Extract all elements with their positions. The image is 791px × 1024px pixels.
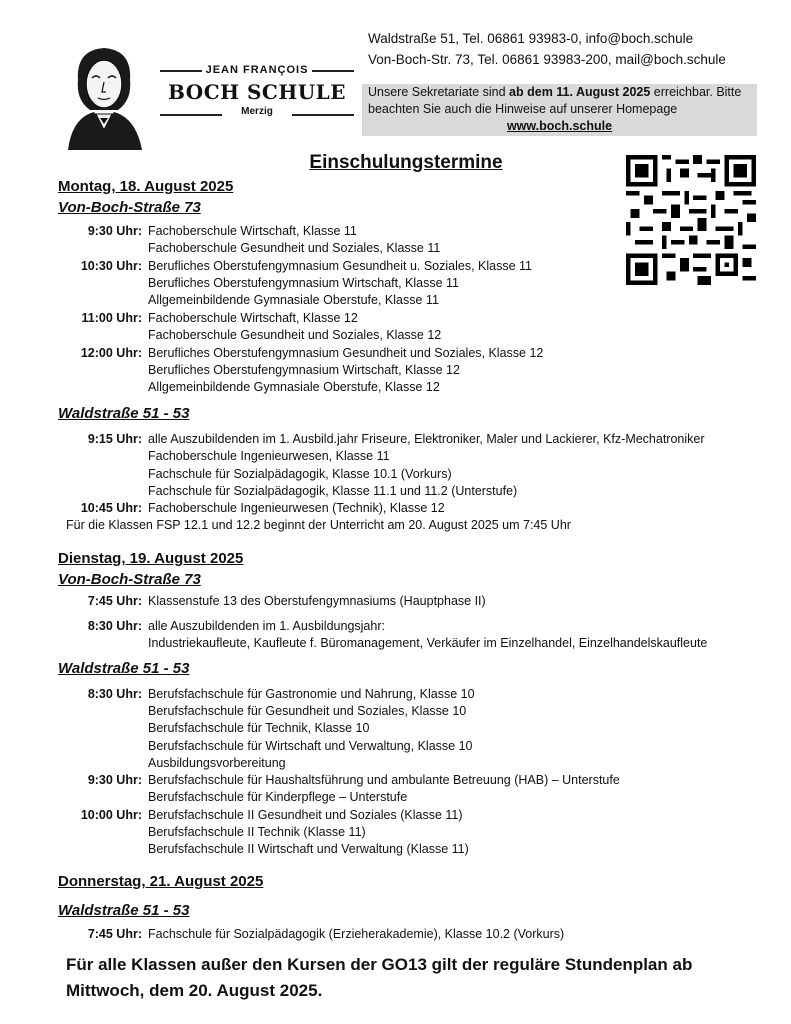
schedule-entry: Berufsfachschule II Wirtschaft und Verwaltung (Klasse 11) bbox=[148, 842, 469, 856]
logo-top-text: JEAN FRANÇOIS bbox=[205, 64, 309, 76]
schedule-entry: Berufsfachschule II Gesundheit und Soziales (Klasse 11) bbox=[148, 808, 463, 822]
schedule-entry: Fachoberschule Ingenieurwesen, Klasse 11 bbox=[148, 449, 390, 463]
footer-line-1: Für alle Klassen außer den Kursen der GO13 gilt der reguläre Stundenplan ab bbox=[66, 955, 693, 974]
schedule-entry: Fachschule für Sozialpädagogik, Klasse 10.1 (Vorkurs) bbox=[148, 467, 452, 481]
time-label: 9:30 Uhr: bbox=[87, 224, 142, 238]
contact-line-waldstrasse: Waldstraße 51, Tel. 06861 93983-0, info@boch.schule bbox=[368, 31, 694, 46]
notice-text-line2: beachten Sie auch die Hinweise auf unserer Homepage bbox=[368, 102, 678, 116]
schedule-entry: alle Auszubildenden im 1. Ausbild.jahr Friseure, Elektroniker, Maler und Lackierer, Kfz-Mechatroniker bbox=[148, 432, 705, 446]
notice-date: ab dem 11. August 2025 bbox=[509, 85, 651, 99]
page-title: Einschulungstermine bbox=[309, 152, 503, 173]
schedule-entry: Fachoberschule Wirtschaft, Klasse 11 bbox=[148, 224, 357, 238]
time-label: 10:30 Uhr: bbox=[80, 259, 142, 273]
schedule-entry: Berufsfachschule für Gesundheit und Soziales, Klasse 10 bbox=[148, 704, 467, 718]
time-label: 8:30 Uhr: bbox=[87, 687, 142, 701]
schedule-entry: Berufsfachschule für Gastronomie und Nahrung, Klasse 10 bbox=[148, 687, 475, 701]
footer-notice bbox=[66, 952, 766, 1004]
notice-text-pre: Unsere Sekretariate sind bbox=[368, 85, 510, 99]
time-label: 8:30 Uhr: bbox=[87, 619, 142, 633]
schedule-entry: Industriekaufleute, Kaufleute f. Büromanagement, Verkäufer im Einzelhandel, Einzelhandelskaufleute bbox=[148, 636, 708, 650]
day-heading-monday: Montag, 18. August 2025 bbox=[58, 178, 234, 195]
schedule-entry: Berufliches Oberstufengymnasium Gesundheit u. Soziales, Klasse 11 bbox=[148, 259, 532, 273]
contact-line-vonboch: Von-Boch-Str. 73, Tel. 06861 93983-200, mail@boch.schule bbox=[368, 52, 726, 67]
location-vonboch-monday: Von-Boch-Straße 73 bbox=[58, 199, 201, 216]
logo-city: Merzig bbox=[241, 106, 273, 117]
schedule-entry: Berufliches Oberstufengymnasium Wirtschaft, Klasse 11 bbox=[148, 276, 460, 290]
time-label: 7:45 Uhr: bbox=[87, 594, 142, 608]
homepage-link[interactable]: www.boch.schule bbox=[506, 119, 613, 133]
fsp-note: Für die Klassen FSP 12.1 und 12.2 beginnt der Unterricht am 20. August 2025 um 7:45 Uhr bbox=[66, 518, 571, 532]
location-waldstrasse-tuesday: Waldstraße 51 - 53 bbox=[58, 660, 190, 677]
day-heading-thursday: Donnerstag, 21. August 2025 bbox=[58, 873, 264, 890]
schedule-entry: Fachoberschule Gesundheit und Soziales, Klasse 11 bbox=[148, 241, 441, 255]
schedule-entry: Allgemeinbildende Gymnasiale Oberstufe, Klasse 12 bbox=[148, 380, 440, 394]
time-label: 10:45 Uhr: bbox=[80, 501, 142, 515]
time-label: 7:45 Uhr: bbox=[87, 927, 142, 941]
location-vonboch-tuesday: Von-Boch-Straße 73 bbox=[58, 571, 201, 588]
time-label: 10:00 Uhr: bbox=[80, 808, 142, 822]
location-waldstrasse-monday: Waldstraße 51 - 53 bbox=[58, 405, 190, 422]
time-label: 9:30 Uhr: bbox=[87, 773, 142, 787]
footer-line-2: Mittwoch, dem 20. August 2025. bbox=[66, 981, 323, 1000]
schedule-entry: Fachoberschule Wirtschaft, Klasse 12 bbox=[148, 311, 358, 325]
location-waldstrasse-thursday: Waldstraße 51 - 53 bbox=[58, 902, 190, 919]
time-label: 11:00 Uhr: bbox=[81, 311, 142, 325]
schedule-entry: Berufliches Oberstufengymnasium Wirtschaft, Klasse 12 bbox=[148, 363, 460, 377]
schedule-entry: Berufsfachschule II Technik (Klasse 11) bbox=[148, 825, 366, 839]
schedule-entry: Berufliches Oberstufengymnasium Gesundheit und Soziales, Klasse 12 bbox=[148, 346, 544, 360]
schedule-entry: Fachschule für Sozialpädagogik, Klasse 11.1 und 11.2 (Unterstufe) bbox=[148, 484, 518, 498]
schedule-entry: Berufsfachschule für Kinderpflege – Unterstufe bbox=[148, 790, 408, 804]
day-heading-tuesday: Dienstag, 19. August 2025 bbox=[58, 550, 244, 567]
notice-text-post: erreichbar. Bitte bbox=[650, 85, 742, 99]
qr-code bbox=[626, 155, 756, 285]
notice-box bbox=[362, 84, 757, 136]
time-label: 9:15 Uhr: bbox=[87, 432, 142, 446]
schedule-entry: Allgemeinbildende Gymnasiale Oberstufe, Klasse 11 bbox=[148, 293, 439, 307]
founder-portrait-logo bbox=[58, 40, 150, 150]
schedule-entry: Berufsfachschule für Haushaltsführung und ambulante Betreuung (HAB) – Unterstufe bbox=[148, 773, 620, 787]
logo-school-name: BOCH SCHULE bbox=[168, 80, 346, 104]
schedule-entry: Fachschule für Sozialpädagogik (Erzieherakademie), Klasse 10.2 (Vorkurs) bbox=[148, 927, 565, 941]
time-label: 12:00 Uhr: bbox=[80, 346, 142, 360]
schedule-entry: Ausbildungsvorbereitung bbox=[148, 756, 286, 770]
schedule-entry: Fachoberschule Ingenieurwesen (Technik), Klasse 12 bbox=[148, 501, 445, 515]
schedule-entry: Fachoberschule Gesundheit und Soziales, Klasse 12 bbox=[148, 328, 442, 342]
schedule-entry: Berufsfachschule für Wirtschaft und Verwaltung, Klasse 10 bbox=[148, 739, 473, 753]
schedule-entry: alle Auszubildenden im 1. Ausbildungsjahr: bbox=[148, 619, 385, 633]
schedule-entry: Klassenstufe 13 des Oberstufengymnasiums (Hauptphase II) bbox=[148, 594, 486, 608]
schedule-entry: Berufsfachschule für Technik, Klasse 10 bbox=[148, 721, 370, 735]
